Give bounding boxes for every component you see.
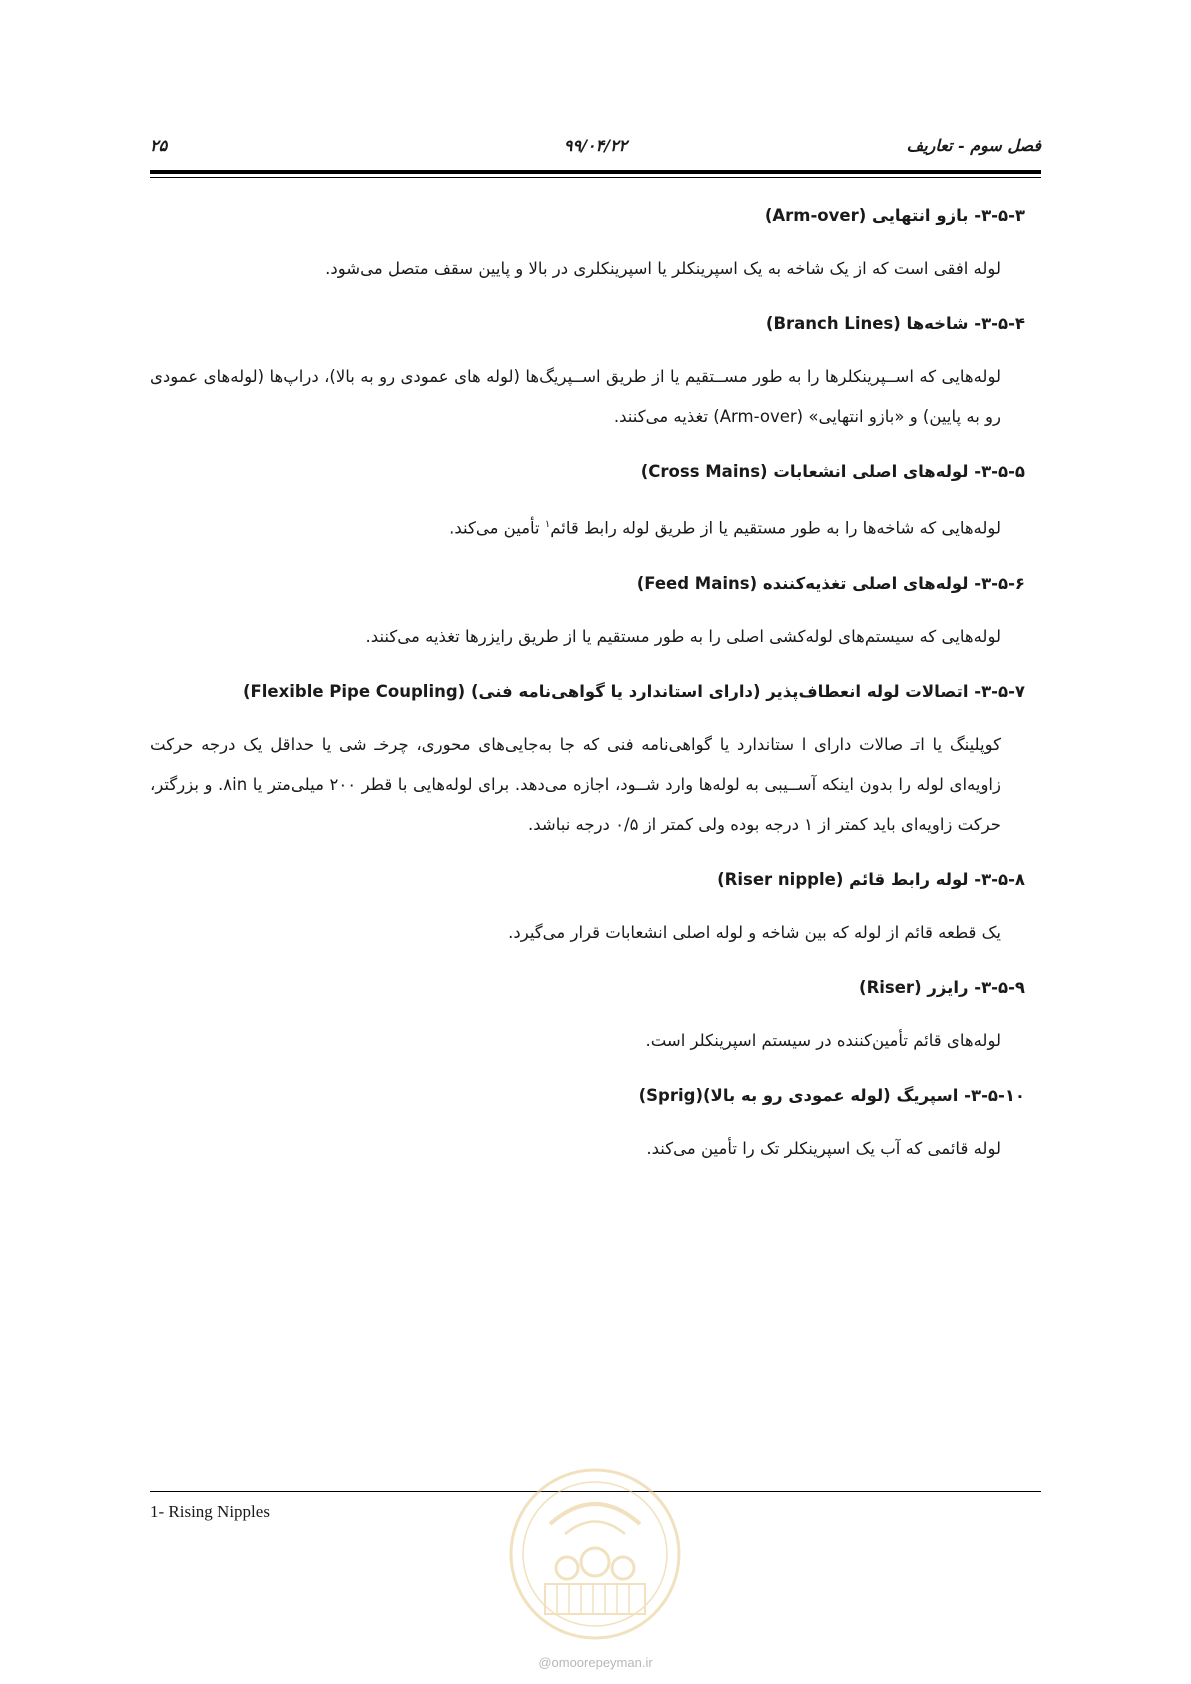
section-3-5-5 [150, 459, 1025, 549]
header-rule-thin [150, 177, 1041, 178]
main-content [150, 203, 1025, 1191]
section-heading: ۳-۵-۸- لوله رابط قائم (Riser nipple) [717, 869, 1025, 889]
section-body: لوله‌هایی که سیستم‌های لوله‌کشی اصلی را به طور مستقیم یا از طریق رایزرها تغذیه می‌کنند. [365, 626, 1001, 646]
section-3-5-7 [150, 679, 1025, 845]
section-body [150, 505, 1025, 549]
section-body: یک قطعه قائم از لوله که بین شاخه و لوله اصلی انشعابات قرار می‌گیرد. [508, 922, 1001, 942]
header-rule-thick [150, 170, 1041, 174]
page-number: ۲۵ [150, 136, 168, 155]
section-body-text: لوله‌هایی که شاخه‌ها را به طور مستقیم یا از طریق لوله رابط قائم [550, 518, 1001, 538]
section-heading: ۳-۵-۱۰- اسپریگ (لوله عمودی رو به بالا)(Sprig) [638, 1085, 1025, 1105]
section-body-tail: تأمین می‌کند. [449, 518, 545, 538]
section-3-5-6 [150, 571, 1025, 657]
section-heading: ۳-۵-۵- لوله‌های اصلی انشعابات (Cross Mains) [640, 462, 1025, 481]
section-body: کوپلینگ یا اتـ صالات دارای ا ستاندارد یا گواهی‌نامه فنی که جا به‌جایی‌های محوری، چرخـ شی یا حداقل یک درجه حرکت زاویه‌ای لوله را بدون اینکه آســیبی به لوله‌ها وارد شــود، اجازه می‌دهد. برای لوله‌هایی با قطر ۲۰۰ میلی‌متر یا ۸in. و بزرگتر، حرکت زاویه‌ای باید کمتر از ۱ درجه بوده ولی کمتر از ۰/۵ درجه نباشد. [150, 734, 1001, 834]
section-body: لوله‌های قائم تأمین‌کننده در سیستم اسپرینکلر است. [645, 1030, 1001, 1050]
chapter-title: فصل سوم - تعاریف [906, 136, 1041, 155]
section-body: لوله‌هایی که اســپرینکلرها را به طور مســتقیم یا از طریق اســپریگ‌ها (لوله های عمودی رو به بالا)، دراپ‌ها (لوله‌های عمودی رو به پایین) و «بازو انتهایی» (Arm-over) تغذیه می‌کنند. [150, 367, 1001, 426]
header-date: ۹۹/۰۴/۲۲ [563, 136, 628, 155]
footnote-ref: ۱ [544, 519, 551, 530]
page-header [150, 136, 1041, 160]
section-heading: ۳-۵-۳- بازو انتهایی (Arm-over) [764, 206, 1025, 225]
section-3-5-4 [150, 311, 1025, 437]
section-heading: ۳-۵-۷- اتصالات لوله انعطاف‌پذیر (دارای استاندارد یا گواهی‌نامه فنی) (Flexible Pipe Coupling) [242, 681, 1025, 701]
section-heading: ۳-۵-۴- شاخه‌ها (Branch Lines) [765, 314, 1025, 333]
section-3-5-8 [150, 867, 1025, 953]
watermark-site: @omoorepeyman.ir [538, 1655, 653, 1670]
seal-logo-icon [505, 1464, 685, 1644]
section-body: لوله قائمی که آب یک اسپرینکلر تک را تأمین می‌کند. [646, 1138, 1001, 1158]
section-heading: ۳-۵-۶- لوله‌های اصلی تغذیه‌کننده (Feed Mains) [636, 573, 1025, 593]
section-3-5-10 [150, 1083, 1025, 1169]
section-body: لوله افقی است که از یک شاخه به یک اسپرینکلر یا اسپرینکلری در بالا و پایین سقف متصل می‌شود. [325, 259, 1001, 278]
footnote: 1- Rising Nipples [150, 1502, 270, 1521]
section-heading: ۳-۵-۹- رایزر (Riser) [859, 977, 1025, 997]
section-3-5-9 [150, 975, 1025, 1061]
section-3-5-3 [150, 203, 1025, 289]
